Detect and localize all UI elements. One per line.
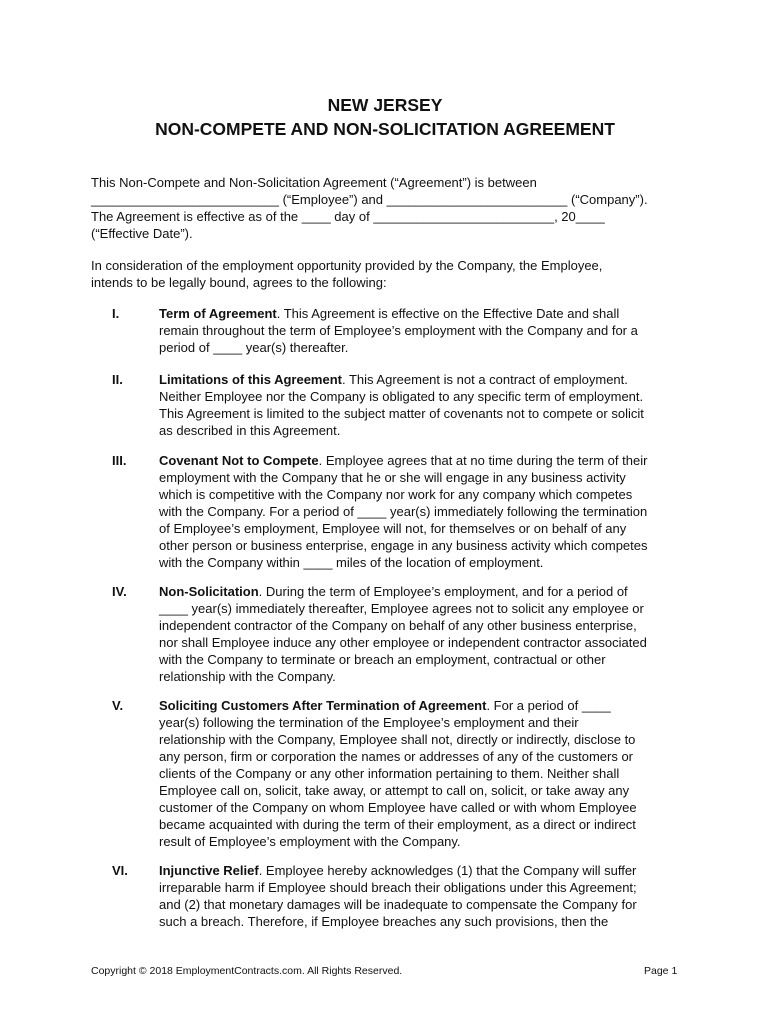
section-body [159, 305, 699, 356]
section-first-line [159, 305, 699, 322]
section-heading: Soliciting Customers After Termination of Agreement [159, 698, 487, 713]
section-body [159, 862, 699, 930]
section-body [159, 452, 699, 571]
section-line: Neither Employee nor the Company is obligated to any specific term of employment. [159, 389, 644, 404]
section-line: This Agreement is limited to the subject matter of covenants not to compete or solicit [159, 406, 644, 421]
section-heading: Term of Agreement [159, 306, 277, 321]
section-text: . For a period of ____ [486, 698, 611, 713]
footer-copyright: Copyright © 2018 EmploymentContracts.com. All Rights Reserved. [91, 965, 403, 977]
intro-line: (“Effective Date”). [91, 226, 193, 241]
section-text: . During the term of Employee’s employment, and for a period of [258, 584, 628, 599]
section-body [159, 697, 699, 850]
section-line: such a breach. Therefore, if Employee breaches any such provisions, then the [159, 914, 609, 929]
section-first-line [159, 583, 699, 600]
section-line: remain throughout the term of Employee’s employment with the Company and for a [159, 323, 638, 338]
section-line: became acquainted with during the term of their employment, as a direct or indirect [159, 817, 636, 832]
section-numeral: VI. [112, 863, 128, 878]
intro-line: intends to be legally bound, agrees to the following: [91, 275, 387, 290]
section-line: relationship with the Company. [159, 669, 336, 684]
section-line: any person, firm or corporation the names or addresses of any of the customers or [159, 749, 634, 764]
section-line: year(s) following the termination of the Employee’s employment and their [159, 715, 579, 730]
intro-line: This Non-Compete and Non-Solicitation Agreement (“Agreement”) is between [91, 175, 537, 190]
section-heading: Covenant Not to Compete [159, 453, 319, 468]
section-line: independent contractor of the Company on behalf of any other business enterprise, [159, 618, 637, 633]
section-body [159, 371, 699, 439]
section-text: . Employee hereby acknowledges (1) that the Company will suffer [258, 863, 637, 878]
section-numeral: II. [112, 372, 123, 387]
intro-paragraph-consideration [91, 257, 691, 291]
section-body [159, 583, 699, 685]
section-line: which is competitive with the Company nor work for any company which competes [159, 487, 633, 502]
section-numeral: III. [112, 453, 127, 468]
section-heading: Non-Solicitation [159, 584, 259, 599]
section-text: . Employee agrees that at no time during the term of their [318, 453, 648, 468]
section-text: . This Agreement is effective on the Effective Date and shall [276, 306, 620, 321]
section-line: clients of the Company or any other information pertaining to them. Neither shall [159, 766, 620, 781]
section-first-line [159, 697, 699, 714]
intro-line: In consideration of the employment opportunity provided by the Company, the Employee, [91, 258, 603, 273]
section-line: as described in this Agreement. [159, 423, 341, 438]
intro-line: The Agreement is effective as of the ____ day of _________________________, 20____ [91, 209, 605, 224]
section-line: period of ____ year(s) thereafter. [159, 340, 349, 355]
section-first-line [159, 452, 699, 469]
section-line: of Employee’s employment, Employee will not, for themselves or on behalf of any [159, 521, 627, 536]
section-line: result of Employee’s employment with the Company. [159, 834, 461, 849]
section-text: . This Agreement is not a contract of employment. [341, 372, 628, 387]
section-line: with the Company to terminate or breach an employment, contractual or other [159, 652, 606, 667]
section-line: Employee call on, solicit, take away, or attempt to call on, solicit, or take away any [159, 783, 630, 798]
section-line: relationship with the Company, Employee shall not, directly or indirectly, disclose to [159, 732, 636, 747]
footer-page-number: Page 1 [644, 965, 678, 977]
section-line: nor shall Employee induce any other employee or independent contractor associated [159, 635, 647, 650]
section-line: with the Company within ____ miles of the location of employment. [159, 555, 544, 570]
section-numeral: V. [112, 698, 124, 713]
intro-line: __________________________ (“Employee”) and _________________________ (“Company”). [91, 192, 648, 207]
document-title-state: NEW JERSEY [327, 95, 443, 115]
document-title: NON-COMPETE AND NON-SOLICITATION AGREEMENT [155, 119, 615, 139]
section-line: and (2) that monetary damages will be inadequate to compensate the Company for [159, 897, 637, 912]
section-numeral: IV. [112, 584, 127, 599]
section-line: other person or business enterprise, engage in any business activity which competes [159, 538, 648, 553]
section-first-line [159, 371, 699, 388]
section-line: employment with the Company that he or she will engage in any business activity [159, 470, 626, 485]
section-heading: Injunctive Relief [159, 863, 259, 878]
section-first-line [159, 862, 699, 879]
intro-paragraph-parties [91, 174, 691, 242]
section-line: customer of the Company on whom Employee have called or with whom Employee [159, 800, 637, 815]
section-heading: Limitations of this Agreement [159, 372, 342, 387]
section-line: irreparable harm if Employee should breach their obligations under this Agreement; [159, 880, 637, 895]
section-numeral: I. [112, 306, 120, 321]
section-line: ____ year(s) immediately thereafter, Employee agrees not to solicit any employee or [159, 601, 644, 616]
section-line: with the Company. For a period of ____ year(s) immediately following the termination [159, 504, 648, 519]
